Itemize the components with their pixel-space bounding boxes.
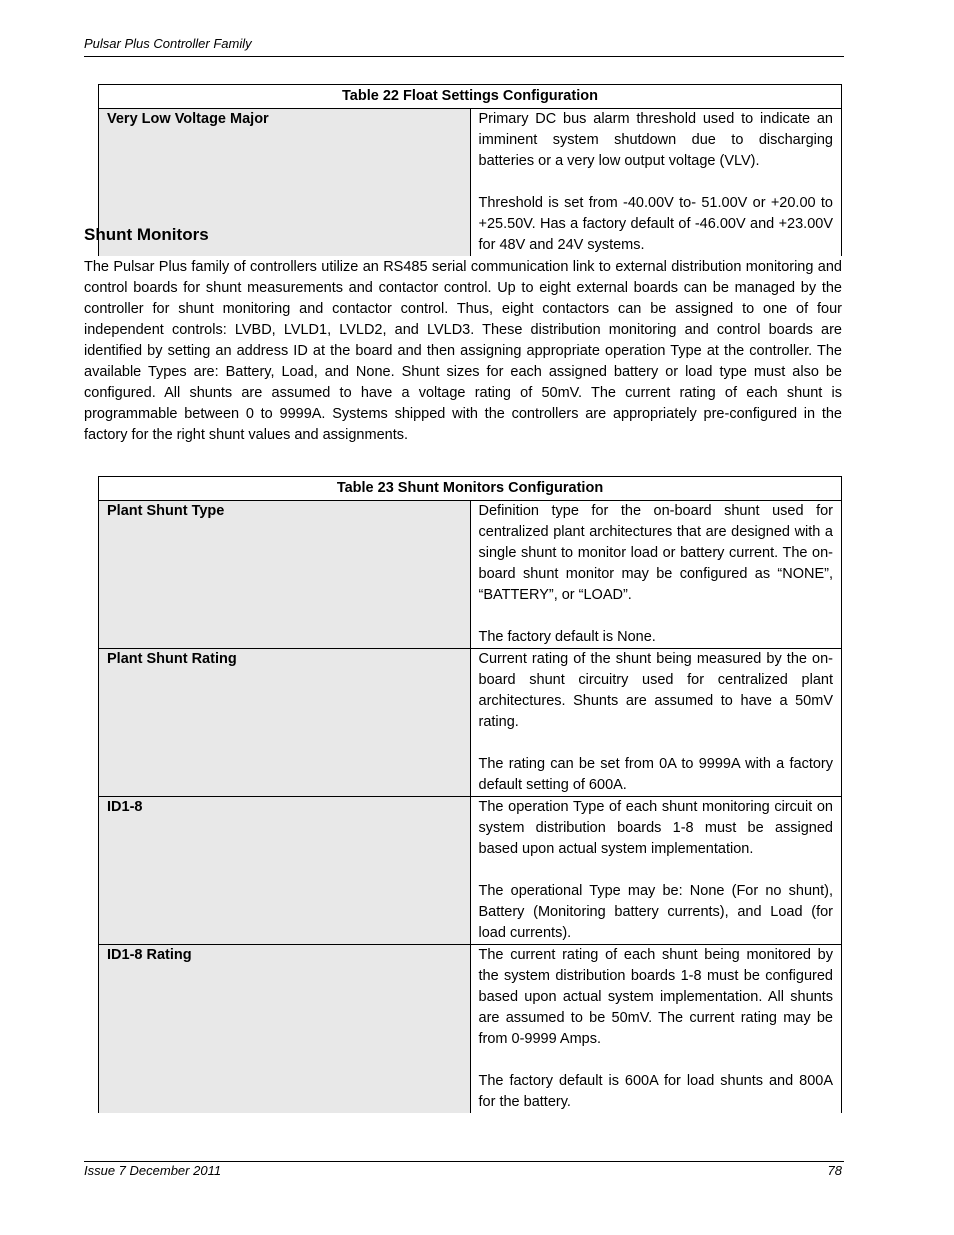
footer-issue: Issue 7 December 2011 bbox=[84, 1163, 222, 1178]
row-description bbox=[470, 109, 842, 257]
body-paragraph: The Pulsar Plus family of controllers utilize an RS485 serial communication link to external distribution monitoring and control boards for shunt measurements and contactor control. Up to eight external boards can be managed by the controller for shunt monitoring and contactor control. Thus, eight contactors can be assigned to one of four independent controls: LVBD, LVLD1, LVLD2, and LVLD3. These distribution monitoring and control boards are identified by setting an address ID at the board and then assigning appropriate operation Type at the controller. The available Types are: Battery, Load, and None. Shunt sizes for each assigned battery or load type must also be configured. All shunts are assumed to have a voltage rating of 50mV. The current rating of each shunt is programmable between 0 to 9999A. Systems shipped with the controllers are appropriately pre-configured in the factory for the right shunt values and assignments. bbox=[84, 259, 842, 443]
row-label: Plant Shunt Rating bbox=[99, 649, 471, 797]
row-label: ID1-8 Rating bbox=[99, 945, 471, 1114]
row-description bbox=[470, 797, 842, 945]
table-shunt-monitors bbox=[98, 476, 842, 1113]
section-heading: Shunt Monitors bbox=[84, 225, 209, 244]
table-caption: Table 22 Float Settings Configuration bbox=[99, 85, 842, 109]
footer-rule bbox=[84, 1161, 844, 1162]
table-row bbox=[99, 109, 842, 257]
row-description bbox=[470, 501, 842, 649]
table-row bbox=[99, 945, 842, 1114]
description-paragraph: Definition type for the on-board shunt used for centralized plant architectures that are designed with a single shunt to monitor load or battery current. The on-board shunt monitor may be configured as “NONE”, “BATTERY”, or “LOAD”. bbox=[478, 503, 833, 603]
table-row bbox=[99, 501, 842, 649]
table-row bbox=[99, 649, 842, 797]
table-row bbox=[99, 797, 842, 945]
description-paragraph: Primary DC bus alarm threshold used to indicate an imminent system shutdown due to discharging batteries or a very low output voltage (VLV). bbox=[478, 111, 833, 169]
table-caption: Table 23 Shunt Monitors Configuration bbox=[99, 477, 842, 501]
description-paragraph: The factory default is None. bbox=[478, 629, 656, 645]
description-paragraph: Threshold is set from -40.00V to- 51.00V or +20.00 to +25.50V. Has a factory default of -46.00V and +23.00V for 48V and 24V systems. bbox=[478, 195, 833, 253]
description-paragraph: Current rating of the shunt being measured by the on-board shunt circuitry used for centralized plant architectures. Shunts are assumed to have a 50mV rating. bbox=[478, 651, 833, 730]
description-paragraph: The factory default is 600A for load shunts and 800A for the battery. bbox=[478, 1073, 833, 1110]
row-label: ID1-8 bbox=[99, 797, 471, 945]
header-rule bbox=[84, 56, 844, 57]
table-float-settings bbox=[98, 84, 842, 256]
page-number: 78 bbox=[827, 1163, 842, 1178]
description-paragraph: The operation Type of each shunt monitoring circuit on system distribution boards 1-8 must be assigned based upon actual system implementation. bbox=[478, 799, 833, 857]
description-paragraph: The rating can be set from 0A to 9999A with a factory default setting of 600A. bbox=[478, 756, 833, 793]
row-description bbox=[470, 649, 842, 797]
row-label: Very Low Voltage Major bbox=[99, 109, 471, 257]
row-description bbox=[470, 945, 842, 1114]
description-paragraph: The operational Type may be: None (For no shunt), Battery (Monitoring battery currents), and Load (for load currents). bbox=[478, 883, 833, 941]
description-paragraph: The current rating of each shunt being monitored by the system distribution boards 1-8 must be configured based upon actual system implementation. All shunts are assumed to be 50mV. The current rating may be from 0-9999 Amps. bbox=[478, 947, 833, 1047]
running-header: Pulsar Plus Controller Family bbox=[84, 36, 252, 51]
row-label: Plant Shunt Type bbox=[99, 501, 471, 649]
